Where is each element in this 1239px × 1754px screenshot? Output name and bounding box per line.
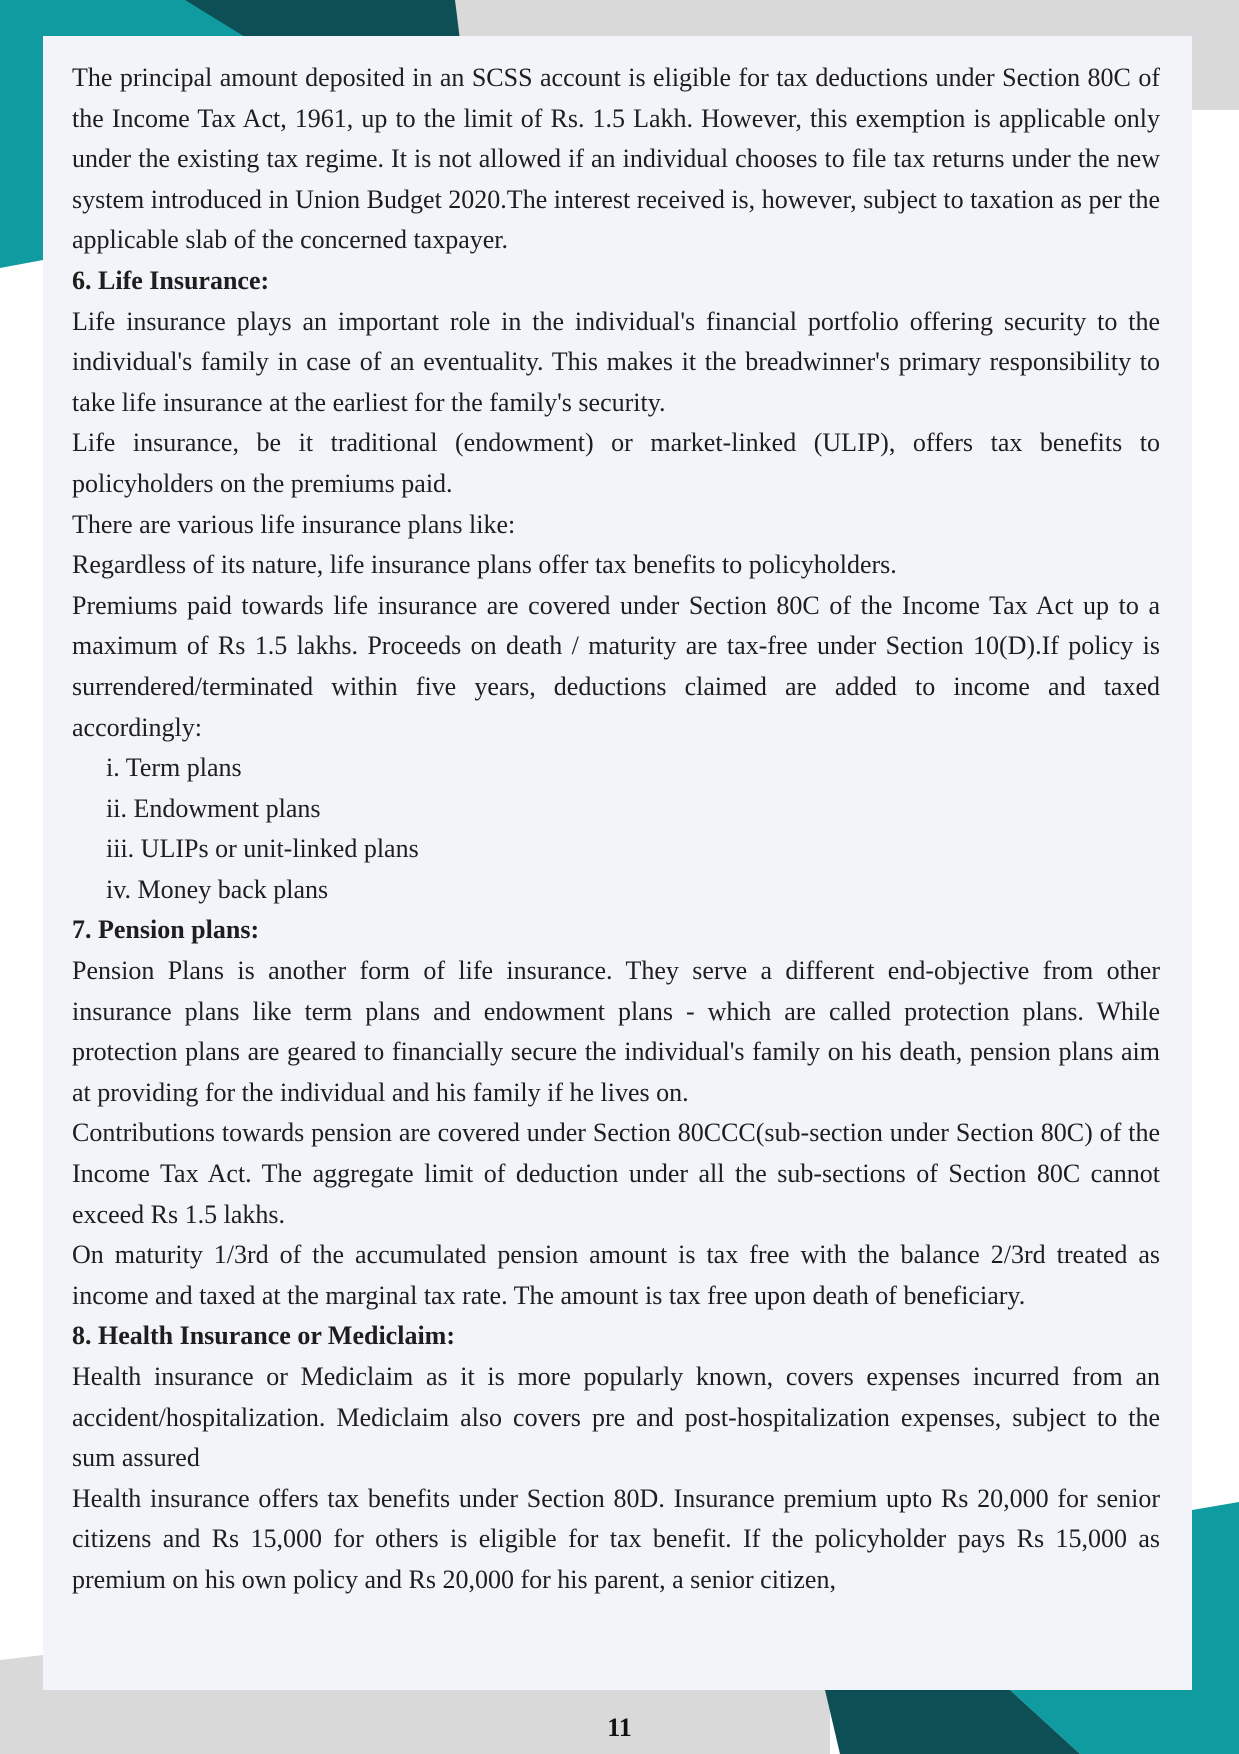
paragraph: Health insurance offers tax benefits under Section 80D. Insurance premium upto Rs 20,000 for senior citizens and Rs 15,000 for others is eligible for tax benefit. If the policyholder pays Rs 15,000 as premium on his own policy and Rs 20,000 for his parent, a senior citizen, bbox=[72, 1483, 1160, 1594]
plan-list bbox=[72, 748, 1160, 910]
paragraph: Pension Plans is another form of life insurance. They serve a different end-objective from other insurance plans like term plans and endowment plans - which are called protection plans. While protection plans are geared to financially secure the individual's family on his death, pension plans aim at providing for the individual and his family if he lives on. bbox=[72, 956, 1160, 1107]
paragraph: Premiums paid towards life insurance are covered under Section 80C of the Income Tax Act up to a maximum of Rs 1.5 lakhs. Proceeds on death / maturity are tax-free under Section 10(D).If policy is surrendered/terminated within five years, deductions claimed are added to income and taxed accordingly: bbox=[72, 590, 1160, 742]
paragraph: On maturity 1/3rd of the accumulated pension amount is tax free with the balance 2/3rd treated as income and taxed at the marginal tax rate. The amount is tax free upon death of beneficiary. bbox=[72, 1240, 1160, 1310]
page-content bbox=[72, 58, 1160, 1601]
paragraph: Life insurance plays an important role in the individual's financial portfolio offering security to the individual's family in case of an eventuality. This makes it the breadwinner's primary responsibility to take life insurance at the earliest for the family's security. bbox=[72, 306, 1160, 417]
left-teal-shape bbox=[0, 0, 43, 268]
paragraph: There are various life insurance plans like: bbox=[72, 509, 516, 539]
section-heading: 7. Pension plans: bbox=[72, 915, 260, 945]
list-item: i. Term plans bbox=[106, 753, 242, 783]
list-item: ii. Endowment plans bbox=[106, 793, 321, 823]
section-life-insurance bbox=[72, 261, 1160, 911]
section-pension-plans bbox=[72, 910, 1160, 1316]
section-heading: 8. Health Insurance or Mediclaim: bbox=[72, 1321, 455, 1351]
list-item: iv. Money back plans bbox=[106, 874, 329, 904]
paragraph: Contributions towards pension are covered under Section 80CCC(sub-section under Section 80C) of the Income Tax Act. The aggregate limit of deduction under all the sub-sections of Section 80C cannot exceed Rs 1.5 lakhs. bbox=[72, 1118, 1160, 1229]
list-item: iii. ULIPs or unit-linked plans bbox=[106, 834, 419, 864]
section-health-insurance bbox=[72, 1316, 1160, 1600]
intro-paragraph: The principal amount deposited in an SCSS account is eligible for tax deductions under Section 80C of the Income Tax Act, 1961, up to the limit of Rs. 1.5 Lakh. However, this exemption is applicable only under the existing tax regime. It is not allowed if an individual chooses to file tax returns under the new system introduced in Union Budget 2020.The interest received is, however, subject to taxation as per the applicable slab of the concerned taxpayer. bbox=[72, 63, 1160, 255]
page-number: 11 bbox=[607, 1713, 632, 1742]
paragraph: Regardless of its nature, life insurance plans offer tax benefits to policyholders. bbox=[72, 550, 897, 580]
paragraph: Life insurance, be it traditional (endowment) or market-linked (ULIP), offers tax benefits to policyholders on the premiums paid. bbox=[72, 428, 1160, 498]
section-heading: 6. Life Insurance: bbox=[72, 265, 270, 295]
paragraph: Health insurance or Mediclaim as it is more popularly known, covers expenses incurred from an accident/hospitalization. Mediclaim also covers pre and post-hospitalization expenses, subject to the sum assured bbox=[72, 1362, 1160, 1473]
